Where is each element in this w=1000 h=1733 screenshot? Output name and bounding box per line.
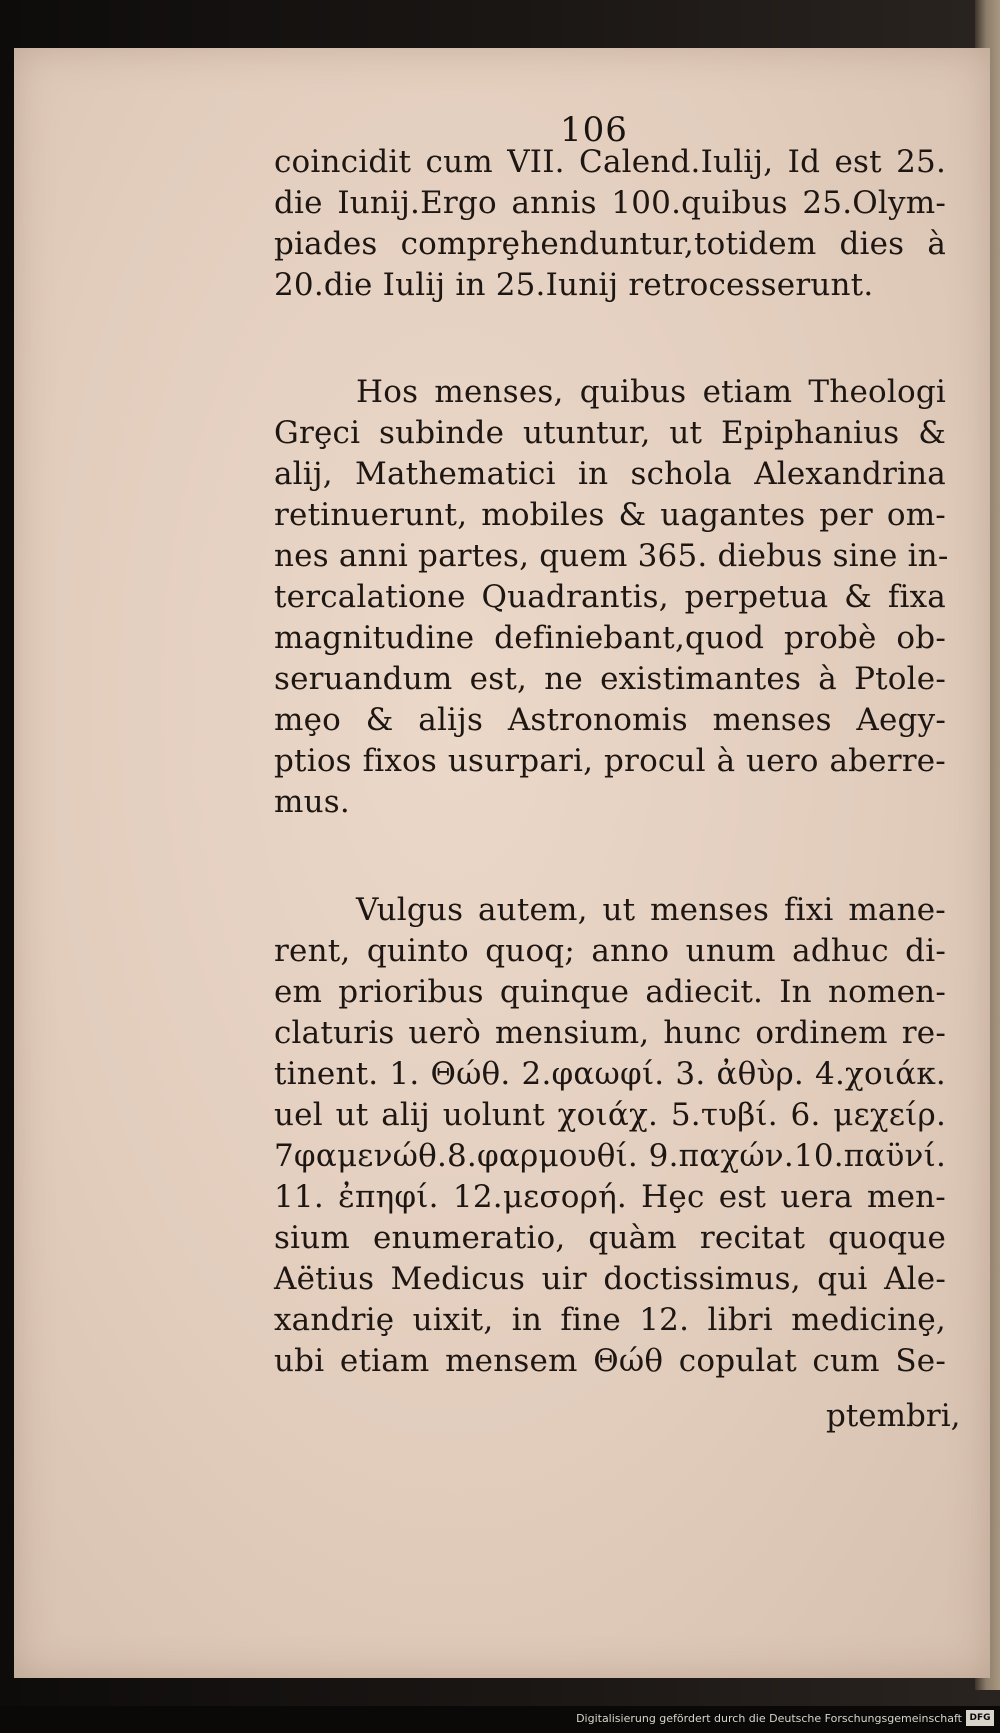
text-line: seruandum est, ne existimantes à Ptole- xyxy=(274,661,946,697)
text-line: 20.die Iulij in 25.Iunij retrocesserunt. xyxy=(274,267,874,303)
text-line: die Iunij.Ergo annis 100.quibus 25.Olym- xyxy=(274,185,946,221)
text-line: magnitudine definiebant,quod probè ob- xyxy=(274,620,946,656)
text-line: rent, quinto quoq; anno unum adhuc di- xyxy=(274,933,946,969)
digitization-credit: Digitalisierung gefördert durch die Deutsche Forschungsgemeinschaft xyxy=(576,1712,962,1725)
text-line: Vulgus autem, ut menses fixi mane- xyxy=(356,892,946,928)
text-line: 11. ἐπηφί. 12.μεσορή. Hȩc est uera men- xyxy=(274,1179,946,1215)
text-line: mȩo & alijs Astronomis menses Aegy- xyxy=(274,702,946,738)
paragraph-1 xyxy=(274,142,946,306)
dfg-logo-icon: DFG xyxy=(966,1710,994,1726)
catchword: ptembri, xyxy=(826,1398,961,1434)
text-line: ubi etiam mensem Θώθ copulat cum Se- xyxy=(274,1343,946,1379)
text-line: Hos menses, quibus etiam Theologi xyxy=(356,374,946,410)
text-line: nes anni partes, quem 365. diebus sine in- xyxy=(274,538,949,574)
page-number: 106 xyxy=(560,110,628,150)
text-line: alij, Mathematici in schola Alexandrina xyxy=(274,456,946,492)
paragraph-2 xyxy=(274,372,949,823)
text-line: tercalatione Quadrantis, perpetua & fixa xyxy=(274,579,946,615)
text-line: coincidit cum VII. Calend.Iulij, Id est 25. xyxy=(274,144,946,180)
text-line: tinent. 1. Θώθ. 2.φαωφί. 3. ἀθὺρ. 4.χοιάκ. xyxy=(274,1056,946,1092)
text-line: 7φαμενώθ.8.φαρμουθί. 9.παχών.10.παϋνί. xyxy=(274,1138,946,1174)
text-line: em prioribus quinque adiecit. In nomen- xyxy=(274,974,946,1010)
text-line: claturis uerò mensium, hunc ordinem re- xyxy=(274,1015,946,1051)
text-line: mus. xyxy=(274,784,350,820)
text-line: sium enumeratio, quàm recitat quoque xyxy=(274,1220,946,1256)
paragraph-3 xyxy=(274,890,946,1382)
text-line: xandriȩ uixit, in fine 12. libri medicinȩ, xyxy=(274,1302,946,1338)
text-line: uel ut alij uolunt χοιάχ. 5.τυβί. 6. μεχείρ. xyxy=(274,1097,946,1133)
text-line: Aëtius Medicus uir doctissimus, qui Ale- xyxy=(274,1261,946,1297)
text-line: Grȩci subinde utuntur, ut Epiphanius & xyxy=(274,415,946,451)
text-line: retinuerunt, mobiles & uagantes per om- xyxy=(274,497,946,533)
text-line: ptios fixos usurpari, procul à uero aberre- xyxy=(274,743,946,779)
text-line: piades comprȩhenduntur,totidem dies à xyxy=(274,226,946,262)
